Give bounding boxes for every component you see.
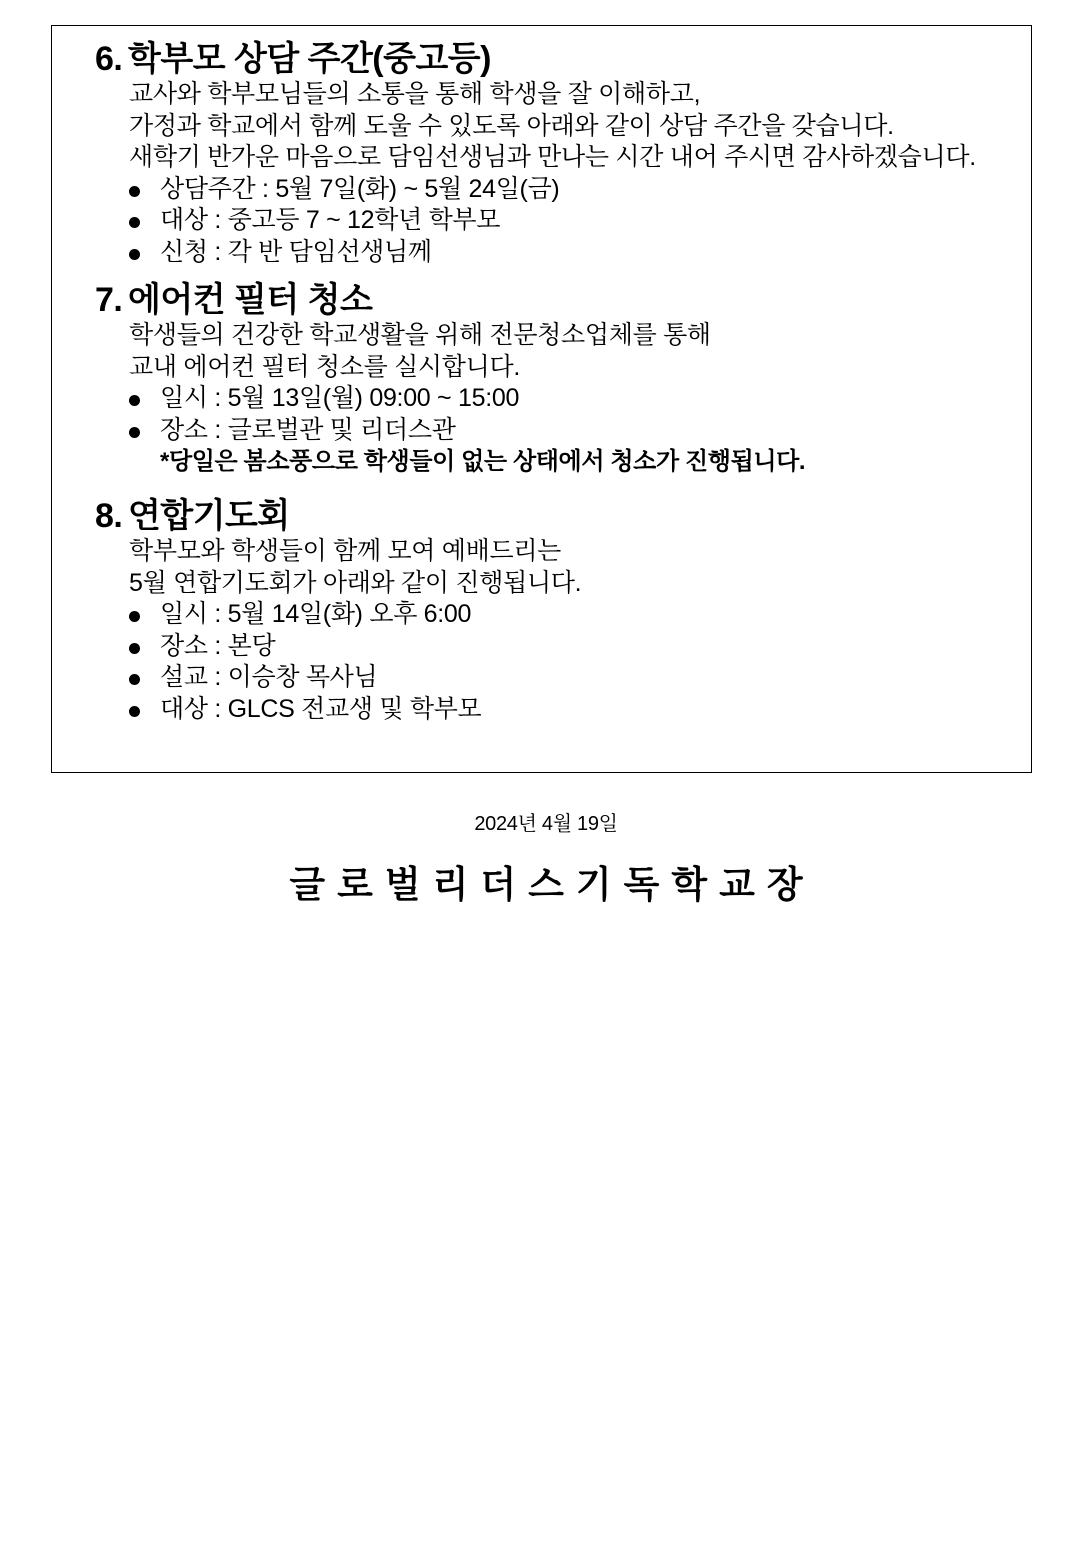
- section-body: [95, 536, 1015, 599]
- bullet-icon: [129, 427, 140, 438]
- bullet-text: 상담주간 : 5월 7일(화) ~ 5월 24일(금): [160, 174, 560, 203]
- bullet-icon: [129, 674, 140, 685]
- bullet-icon: [129, 643, 140, 654]
- bullet-icon: [129, 249, 140, 260]
- section-parent-counseling-week: [95, 39, 1015, 268]
- section-paragraph: 학생들의 건강한 학교생활을 위해 전문청소업체를 통해: [129, 321, 711, 349]
- list-item: [129, 694, 1015, 726]
- section-paragraph: 5월 연합기도회가 아래와 같이 진행됩니다.: [129, 568, 582, 597]
- section-paragraph: 교사와 학부모님들의 소통을 통해 학생을 잘 이해하고,: [129, 80, 701, 108]
- section-title-text: 학부모 상담 주간(중고등): [128, 40, 491, 78]
- bullet-icon: [129, 186, 140, 197]
- section-body: [95, 79, 1015, 174]
- bullet-text: 대상 : GLCS 전교생 및 학부모: [160, 694, 482, 723]
- bullet-list: [95, 599, 1015, 725]
- bullet-list: [95, 174, 1015, 269]
- bullet-icon: [129, 706, 140, 717]
- list-item: [129, 631, 1015, 663]
- section-body: [95, 320, 1015, 383]
- notice-box: [51, 25, 1032, 773]
- list-item: [129, 599, 1015, 631]
- bullet-text: 신청 : 각 반 담임선생님께: [160, 237, 432, 266]
- list-item: [129, 415, 1015, 447]
- section-paragraph: 교내 에어컨 필터 청소를 실시합니다.: [129, 352, 520, 381]
- section-paragraph: 학부모와 학생들이 함께 모여 예배드리는: [129, 537, 562, 565]
- bullet-text: 장소 : 본당: [160, 631, 276, 660]
- bullet-text: 장소 : 글로벌관 및 리더스관: [160, 415, 456, 444]
- list-item: [129, 662, 1015, 694]
- school-principal-signature: 글로벌리더스기독학교장: [289, 864, 815, 905]
- bullet-icon: [129, 611, 140, 622]
- section-title: [95, 496, 1015, 536]
- bullet-text: 일시 : 5월 13일(월) 09:00 ~ 15:00: [160, 384, 520, 412]
- section-number: 7.: [95, 281, 123, 319]
- bullet-text: 대상 : 중고등 7 ~ 12학년 학부모: [160, 206, 501, 234]
- section-paragraph: 가정과 학교에서 함께 도울 수 있도록 아래와 같이 상담 주간을 갖습니다.: [129, 111, 894, 140]
- section-title-text: 연합기도회: [128, 497, 290, 535]
- list-item: [129, 237, 1015, 269]
- bullet-icon: [129, 395, 140, 406]
- section-joint-prayer-meeting: [95, 496, 1015, 725]
- bullet-text: 일시 : 5월 14일(화) 오후 6:00: [160, 600, 472, 628]
- section-title: [95, 280, 1015, 320]
- section-title-text: 에어컨 필터 청소: [128, 281, 373, 319]
- section-number: 8.: [95, 497, 123, 535]
- bullet-text: 설교 : 이승창 목사님: [160, 663, 378, 691]
- section-paragraph: 새학기 반가운 마음으로 담임선생님과 만나는 시간 내어 주시면 감사하겠습니다.: [129, 143, 976, 171]
- section-title: [95, 39, 1015, 79]
- list-item: [129, 205, 1015, 237]
- bullet-list: [95, 383, 1015, 446]
- section-number: 6.: [95, 40, 123, 78]
- list-item: [129, 174, 1015, 206]
- section-note: *당일은 봄소풍으로 학생들이 없는 상태에서 청소가 진행됩니다.: [160, 448, 806, 475]
- section-aircon-filter-cleaning: [95, 280, 1015, 478]
- document-date: 2024년 4월 19일: [474, 813, 618, 835]
- list-item: [129, 383, 1015, 415]
- bullet-icon: [129, 217, 140, 228]
